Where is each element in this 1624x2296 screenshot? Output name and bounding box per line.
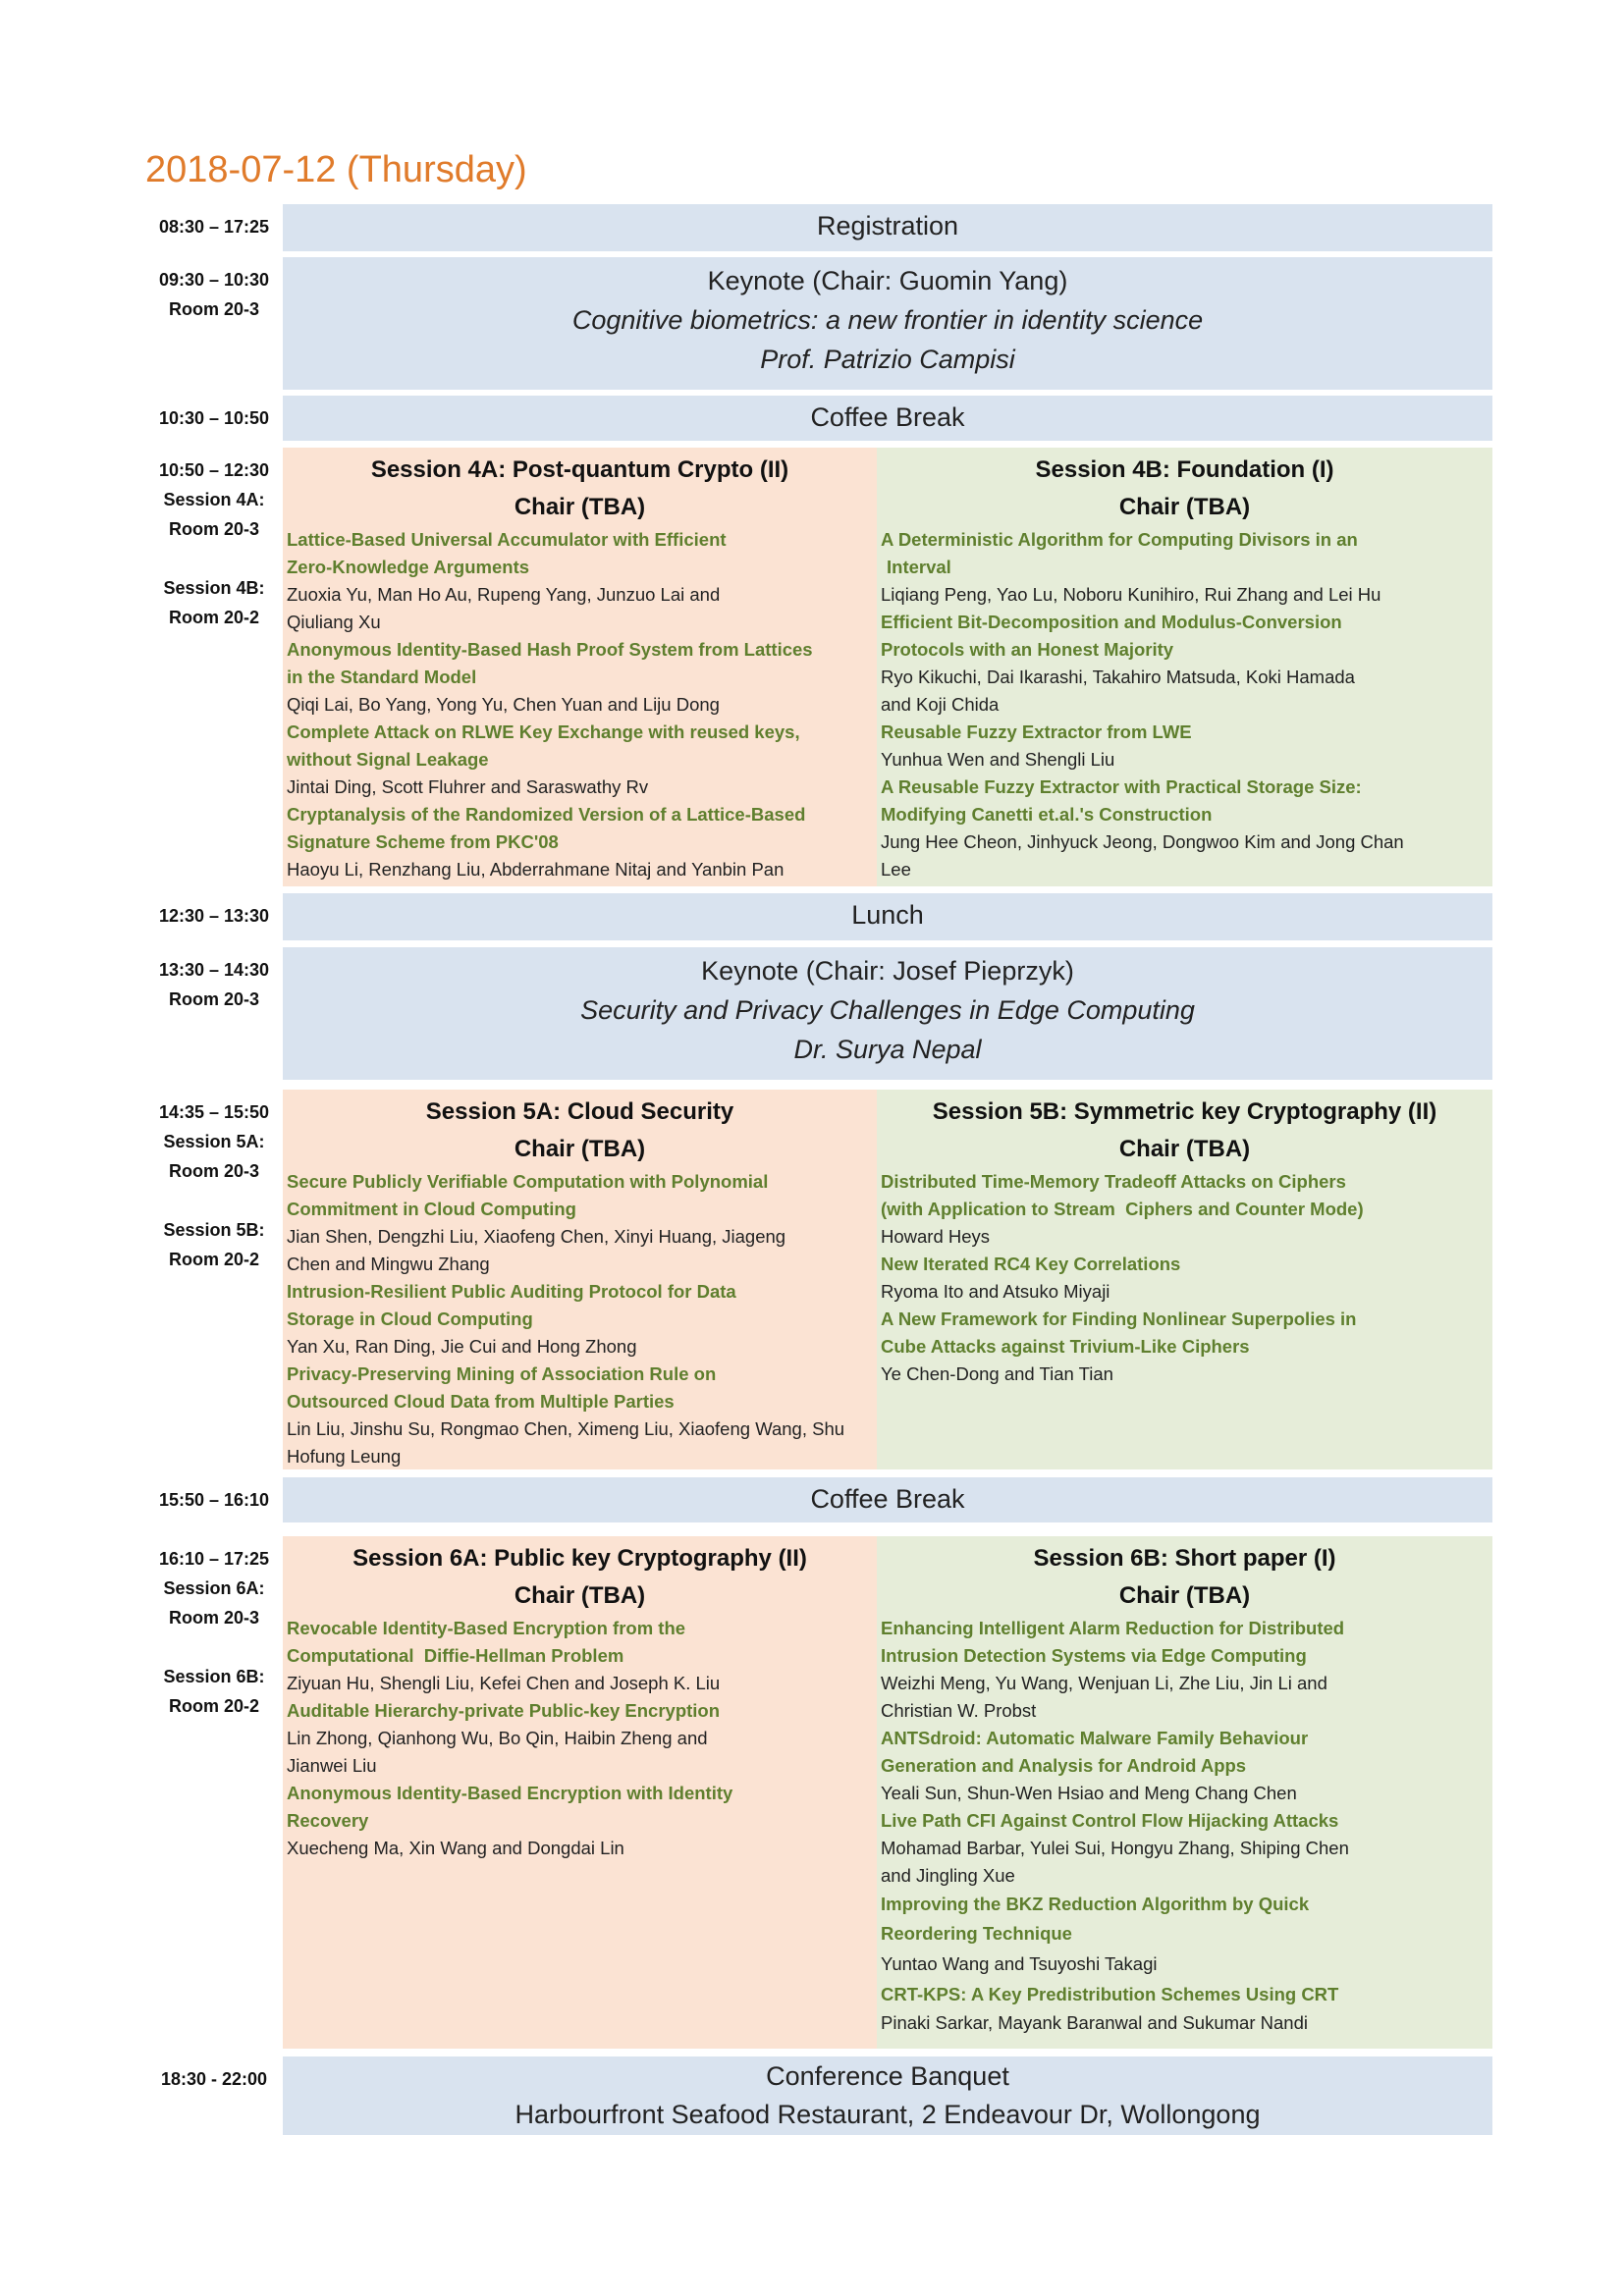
registration-label: Registration <box>816 211 959 240</box>
paper-list <box>881 1168 1489 1388</box>
time-label <box>145 1097 283 1274</box>
time-label <box>145 955 283 1014</box>
session-chair: Chair (TBA) <box>514 1582 646 1609</box>
session-4a-column <box>283 448 877 886</box>
session-a-room: Room 20-3 <box>168 1608 260 1628</box>
session-5b-column <box>877 1090 1492 1469</box>
keynote-box <box>283 947 1492 1080</box>
paper-authors: Liqiang Peng, Yao Lu, Noboru Kunihiro, Rui Zhang and Lei Hu <box>881 584 1381 605</box>
paper-title: A Deterministic Algorithm for Computing Divisors in an Interval <box>881 529 1358 577</box>
session-time: 16:10 – 17:25 <box>158 1549 270 1569</box>
coffee-break-box <box>283 396 1492 441</box>
session-title: Session 5B: Symmetric key Cryptography (II) <box>932 1098 1437 1125</box>
paper-title: Anonymous Identity-Based Hash Proof System from Lattices in the Standard Model <box>287 639 813 687</box>
paper-authors: Ryo Kikuchi, Dai Ikarashi, Takahiro Matsuda, Koki Hamada and Koji Chida <box>881 667 1355 715</box>
paper-title: Lattice-Based Universal Accumulator with Efficient Zero-Knowledge Arguments <box>287 529 727 577</box>
paper-authors: Jintai Ding, Scott Fluhrer and Saraswathy Rv <box>287 776 649 797</box>
session-block-4 <box>145 448 1492 886</box>
paper-list <box>287 1615 873 1862</box>
paper-list <box>287 526 873 883</box>
session-title: Session 4B: Foundation (I) <box>1035 456 1334 483</box>
paper-title: Distributed Time-Memory Tradeoff Attacks on Ciphers (with Application to Stream Ciphers and Counter Mode) <box>881 1171 1364 1219</box>
coffee-break-row <box>145 1477 1492 1522</box>
time-label: 15:50 – 16:10 <box>158 1490 270 1510</box>
keynote-room: Room 20-3 <box>168 989 260 1009</box>
session-chair: Chair (TBA) <box>1118 494 1251 520</box>
paper-authors: Lin Zhong, Qianhong Wu, Bo Qin, Haibin Zheng and Jianwei Liu <box>287 1728 708 1776</box>
session-b-room: Room 20-2 <box>168 1250 260 1269</box>
keynote-room: Room 20-3 <box>168 299 260 319</box>
session-chair: Chair (TBA) <box>1118 1582 1251 1609</box>
paper-title: Auditable Hierarchy-private Public-key Encryption <box>287 1700 721 1721</box>
session-a-label: Session 4A: <box>163 490 265 509</box>
time-label <box>145 265 283 324</box>
paper-title: Intrusion-Resilient Public Auditing Protocol for Data Storage in Cloud Computing <box>287 1281 736 1329</box>
session-time: 10:50 – 12:30 <box>158 460 270 480</box>
session-6a-column <box>283 1536 877 2049</box>
session-chair: Chair (TBA) <box>1118 1136 1251 1162</box>
session-title: Session 6A: Public key Cryptography (II) <box>352 1545 807 1572</box>
paper-authors: Zuoxia Yu, Man Ho Au, Rupeng Yang, Junzuo Lai and Qiuliang Xu <box>287 584 721 632</box>
paper-title: New Iterated RC4 Key Correlations <box>881 1254 1181 1274</box>
session-4b-column <box>877 448 1492 886</box>
paper-title: Improving the BKZ Reduction Algorithm by Quick Reordering Technique <box>881 1894 1310 1944</box>
page-title: 2018-07-12 (Thursday) <box>145 149 527 190</box>
session-chair: Chair (TBA) <box>514 494 646 520</box>
keynote-time: 09:30 – 10:30 <box>158 270 270 290</box>
lunch-box <box>283 893 1492 940</box>
paper-title: Complete Attack on RLWE Key Exchange with reused keys, without Signal Leakage <box>287 721 800 770</box>
keynote-row <box>145 257 1492 390</box>
paper-authors: Ziyuan Hu, Shengli Liu, Kefei Chen and Joseph K. Liu <box>287 1673 721 1693</box>
paper-title: Efficient Bit-Decomposition and Modulus-Conversion Protocols with an Honest Majority <box>881 612 1342 660</box>
lunch-row <box>145 893 1492 940</box>
paper-authors: Mohamad Barbar, Yulei Sui, Hongyu Zhang, Shiping Chen and Jingling Xue <box>881 1838 1349 1886</box>
keynote-heading: Keynote (Chair: Guomin Yang) <box>707 266 1068 295</box>
session-title: Session 4A: Post-quantum Crypto (II) <box>370 456 789 483</box>
keynote-box <box>283 257 1492 390</box>
paper-title: Secure Publicly Verifiable Computation with Polynomial Commitment in Cloud Computing <box>287 1171 769 1219</box>
session-a-room: Room 20-3 <box>168 1161 260 1181</box>
keynote-talk-title: Security and Privacy Challenges in Edge Computing <box>580 995 1195 1025</box>
session-b-room: Room 20-2 <box>168 608 260 627</box>
keynote-time: 13:30 – 14:30 <box>158 960 270 980</box>
paper-authors: Qiqi Lai, Bo Yang, Yong Yu, Chen Yuan and Liju Dong <box>287 694 720 715</box>
coffee-break-label: Coffee Break <box>810 402 965 432</box>
session-b-label: Session 6B: <box>163 1667 265 1686</box>
paper-title: ANTSdroid: Automatic Malware Family Behaviour Generation and Analysis for Android Apps <box>881 1728 1309 1776</box>
paper-title: Revocable Identity-Based Encryption from the Computational Diffie-Hellman Problem <box>287 1618 686 1666</box>
session-chair: Chair (TBA) <box>514 1136 646 1162</box>
paper-authors: Yuntao Wang and Tsuyoshi Takagi <box>881 1953 1158 1974</box>
paper-authors: Yeali Sun, Shun-Wen Hsiao and Meng Chang Chen <box>881 1783 1297 1803</box>
session-title: Session 6B: Short paper (I) <box>1033 1545 1336 1572</box>
session-block-6 <box>145 1536 1492 2049</box>
session-5a-column <box>283 1090 877 1469</box>
banquet-row <box>145 2056 1492 2135</box>
session-block-5 <box>145 1090 1492 1469</box>
paper-list <box>881 526 1489 883</box>
keynote-talk-title: Cognitive biometrics: a new frontier in identity science <box>571 305 1204 335</box>
keynote-speaker: Prof. Patrizio Campisi <box>760 345 1015 374</box>
time-label: 08:30 – 17:25 <box>158 217 270 237</box>
paper-authors: Weizhi Meng, Yu Wang, Wenjuan Li, Zhe Liu, Jin Li and Christian W. Probst <box>881 1673 1327 1721</box>
paper-authors: Xuecheng Ma, Xin Wang and Dongdai Lin <box>287 1838 624 1858</box>
coffee-break-box <box>283 1477 1492 1522</box>
session-a-label: Session 5A: <box>163 1132 265 1151</box>
registration-box <box>283 204 1492 251</box>
session-title: Session 5A: Cloud Security <box>425 1098 734 1125</box>
keynote-row <box>145 947 1492 1080</box>
paper-title: CRT-KPS: A Key Predistribution Schemes Using CRT <box>881 1984 1339 2004</box>
session-b-room: Room 20-2 <box>168 1696 260 1716</box>
paper-title: Live Path CFI Against Control Flow Hijacking Attacks <box>881 1810 1339 1831</box>
keynote-heading: Keynote (Chair: Josef Pieprzyk) <box>701 956 1074 986</box>
time-label: 18:30 - 22:00 <box>160 2069 268 2089</box>
lunch-label: Lunch <box>851 900 924 930</box>
paper-title: Privacy-Preserving Mining of Association Rule on Outsourced Cloud Data from Multiple Parties <box>287 1363 717 1412</box>
paper-list <box>881 1615 1489 2037</box>
time-label <box>145 1544 283 1721</box>
time-label <box>145 455 283 632</box>
session-a-room: Room 20-3 <box>168 519 260 539</box>
banquet-venue: Harbourfront Seafood Restaurant, 2 Endeavour Dr, Wollongong <box>514 2100 1261 2129</box>
paper-authors: Haoyu Li, Renzhang Liu, Abderrahmane Nitaj and Yanbin Pan <box>287 859 785 880</box>
paper-authors: Ryoma Ito and Atsuko Miyaji <box>881 1281 1110 1302</box>
paper-title: Reusable Fuzzy Extractor from LWE <box>881 721 1192 742</box>
paper-title: Enhancing Intelligent Alarm Reduction for Distributed Intrusion Detection Systems via Edge Computing <box>881 1618 1345 1666</box>
paper-authors: Jian Shen, Dengzhi Liu, Xiaofeng Chen, Xinyi Huang, Jiageng Chen and Mingwu Zhang <box>287 1226 786 1274</box>
banquet-label: Conference Banquet <box>766 2061 1009 2091</box>
paper-title: Anonymous Identity-Based Encryption with Identity Recovery <box>287 1783 733 1831</box>
paper-authors: Yunhua Wen and Shengli Liu <box>881 749 1115 770</box>
session-b-label: Session 5B: <box>163 1220 265 1240</box>
paper-title: A New Framework for Finding Nonlinear Superpolies in Cube Attacks against Trivium-Like Ciphers <box>881 1308 1357 1357</box>
paper-title: Cryptanalysis of the Randomized Version of a Lattice-Based Signature Scheme from PKC'08 <box>287 804 806 852</box>
coffee-break-label: Coffee Break <box>810 1484 965 1514</box>
paper-title: A Reusable Fuzzy Extractor with Practical Storage Size: Modifying Canetti et.al.'s Construction <box>881 776 1362 825</box>
coffee-break-row <box>145 396 1492 441</box>
session-b-label: Session 4B: <box>163 578 265 598</box>
paper-authors: Pinaki Sarkar, Mayank Baranwal and Sukumar Nandi <box>881 2012 1308 2033</box>
time-label: 12:30 – 13:30 <box>158 906 270 926</box>
paper-list <box>287 1168 873 1470</box>
paper-authors: Jung Hee Cheon, Jinhyuck Jeong, Dongwoo Kim and Jong Chan Lee <box>881 831 1404 880</box>
paper-authors: Yan Xu, Ran Ding, Jie Cui and Hong Zhong <box>287 1336 637 1357</box>
paper-authors: Lin Liu, Jinshu Su, Rongmao Chen, Ximeng Liu, Xiaofeng Wang, Shu Hofung Leung <box>287 1418 845 1467</box>
banquet-box <box>283 2056 1492 2135</box>
keynote-speaker: Dr. Surya Nepal <box>793 1035 982 1064</box>
session-a-label: Session 6A: <box>163 1578 265 1598</box>
time-label: 10:30 – 10:50 <box>158 408 270 428</box>
session-6b-column <box>877 1536 1492 2049</box>
registration-row <box>145 204 1492 251</box>
paper-authors: Howard Heys <box>881 1226 991 1247</box>
paper-authors: Ye Chen-Dong and Tian Tian <box>881 1363 1113 1384</box>
session-time: 14:35 – 15:50 <box>158 1102 270 1122</box>
